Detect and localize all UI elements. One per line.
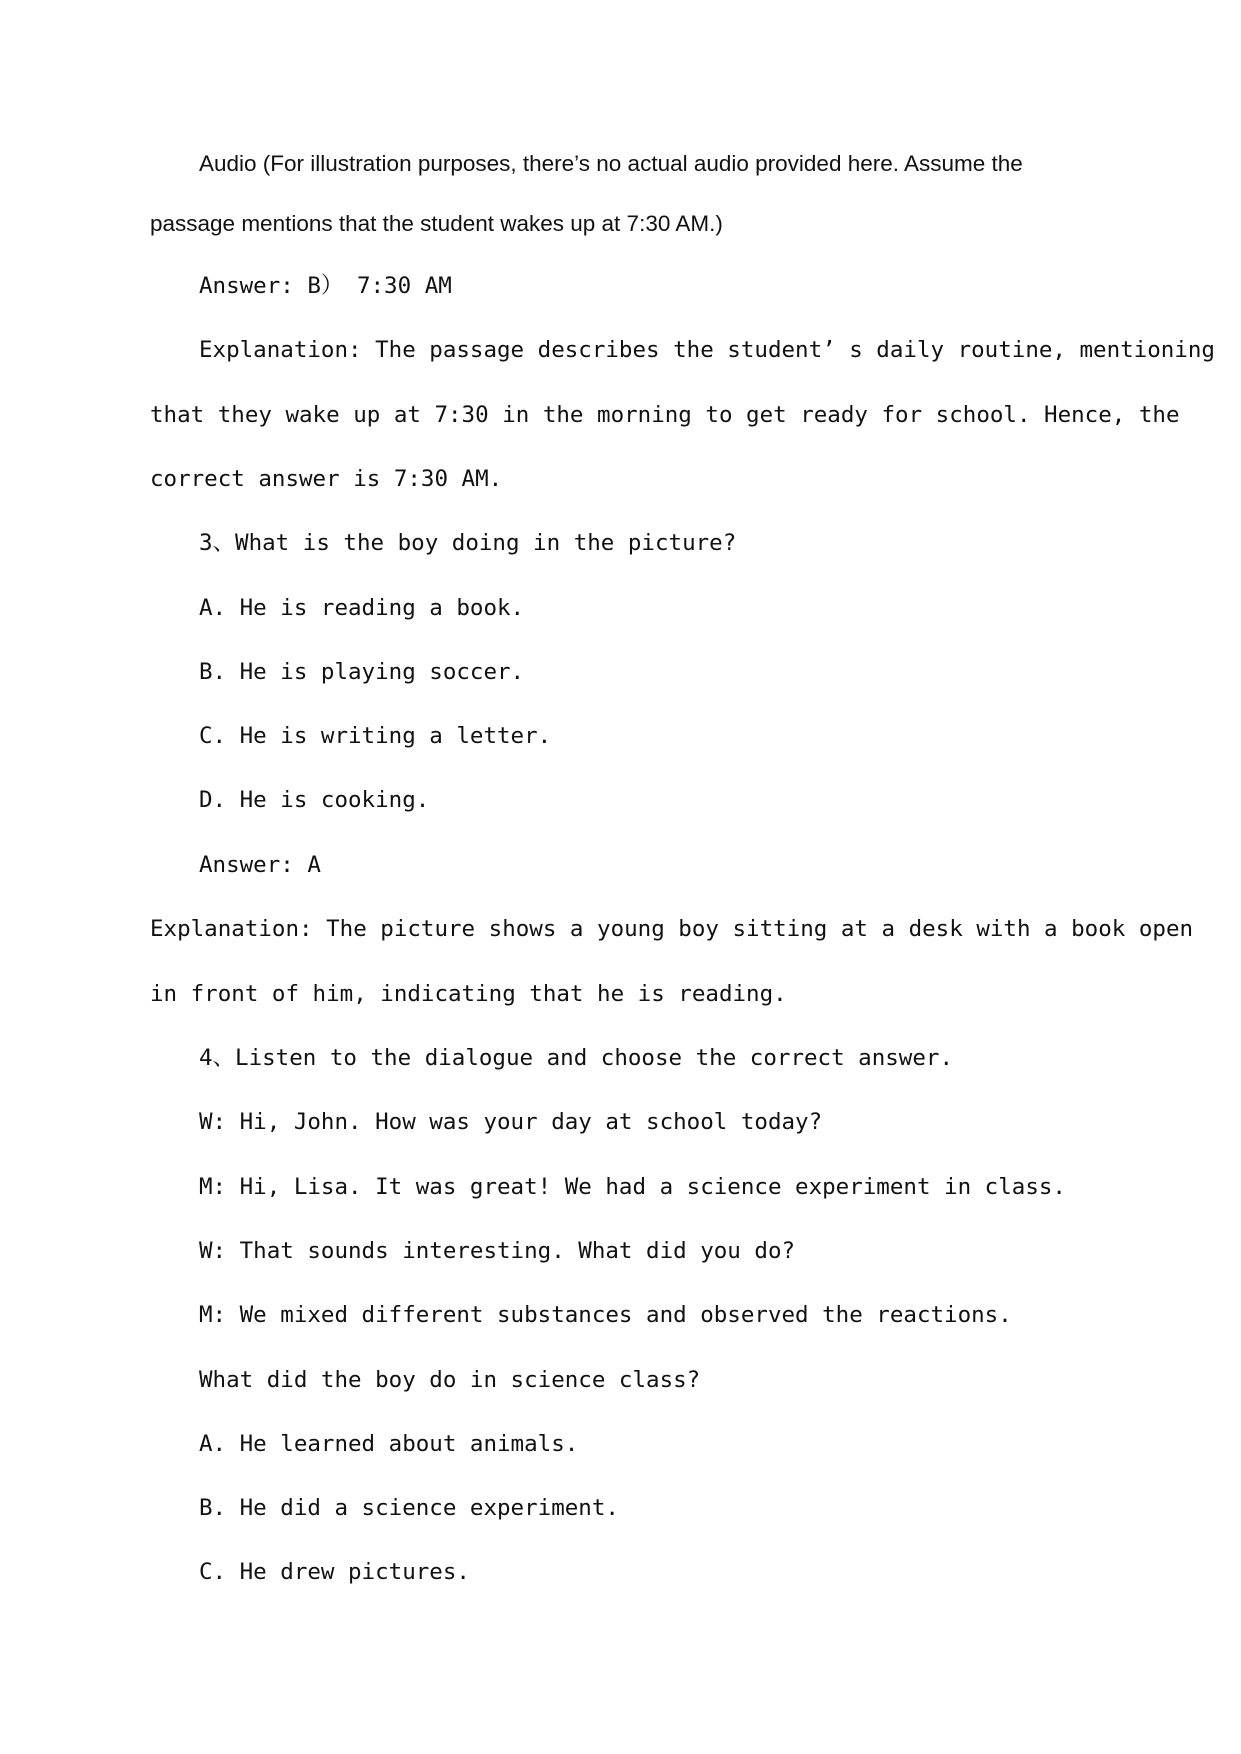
- question-3-prompt: 3、What is the boy doing in the picture?: [199, 530, 737, 556]
- dialogue-line-4: M: We mixed different substances and observed the reactions.: [199, 1302, 1012, 1328]
- audio-note-line-2: passage mentions that the student wakes up at 7:30 AM.): [150, 211, 723, 236]
- question-3-option-d: D. He is cooking.: [199, 787, 430, 813]
- dialogue-line-1: W: Hi, John. How was your day at school today?: [199, 1109, 823, 1135]
- audio-note-line-1: Audio (For illustration purposes, there’s no actual audio provided here. Assume the: [199, 151, 1023, 176]
- question-3-option-a: A. He is reading a book.: [199, 595, 525, 621]
- question-4-question: What did the boy do in science class?: [199, 1367, 701, 1393]
- explanation-line-2: that they wake up at 7:30 in the morning to get ready for school. Hence, the: [150, 402, 1180, 428]
- question-3-explanation-line-1: Explanation: The picture shows a young boy sitting at a desk with a book open: [150, 916, 1194, 942]
- question-3-option-c: C. He is writing a letter.: [199, 723, 552, 749]
- question-3-answer: Answer: A: [199, 852, 321, 878]
- dialogue-line-2: M: Hi, Lisa. It was great! We had a science experiment in class.: [199, 1174, 1066, 1200]
- answer-line: Answer: B） 7:30 AM: [199, 273, 452, 299]
- question-4-option-c: C. He drew pictures.: [199, 1559, 470, 1585]
- question-3-explanation-line-2: in front of him, indicating that he is reading.: [150, 981, 787, 1007]
- question-3-option-b: B. He is playing soccer.: [199, 659, 525, 685]
- explanation-line-1: Explanation: The passage describes the student’ s daily routine, mentioning: [199, 337, 1215, 363]
- explanation-line-3: correct answer is 7:30 AM.: [150, 466, 503, 492]
- question-4-option-a: A. He learned about animals.: [199, 1431, 579, 1457]
- dialogue-line-3: W: That sounds interesting. What did you do?: [199, 1238, 796, 1264]
- question-4-prompt: 4、Listen to the dialogue and choose the correct answer.: [199, 1045, 953, 1071]
- question-4-option-b: B. He did a science experiment.: [199, 1495, 619, 1521]
